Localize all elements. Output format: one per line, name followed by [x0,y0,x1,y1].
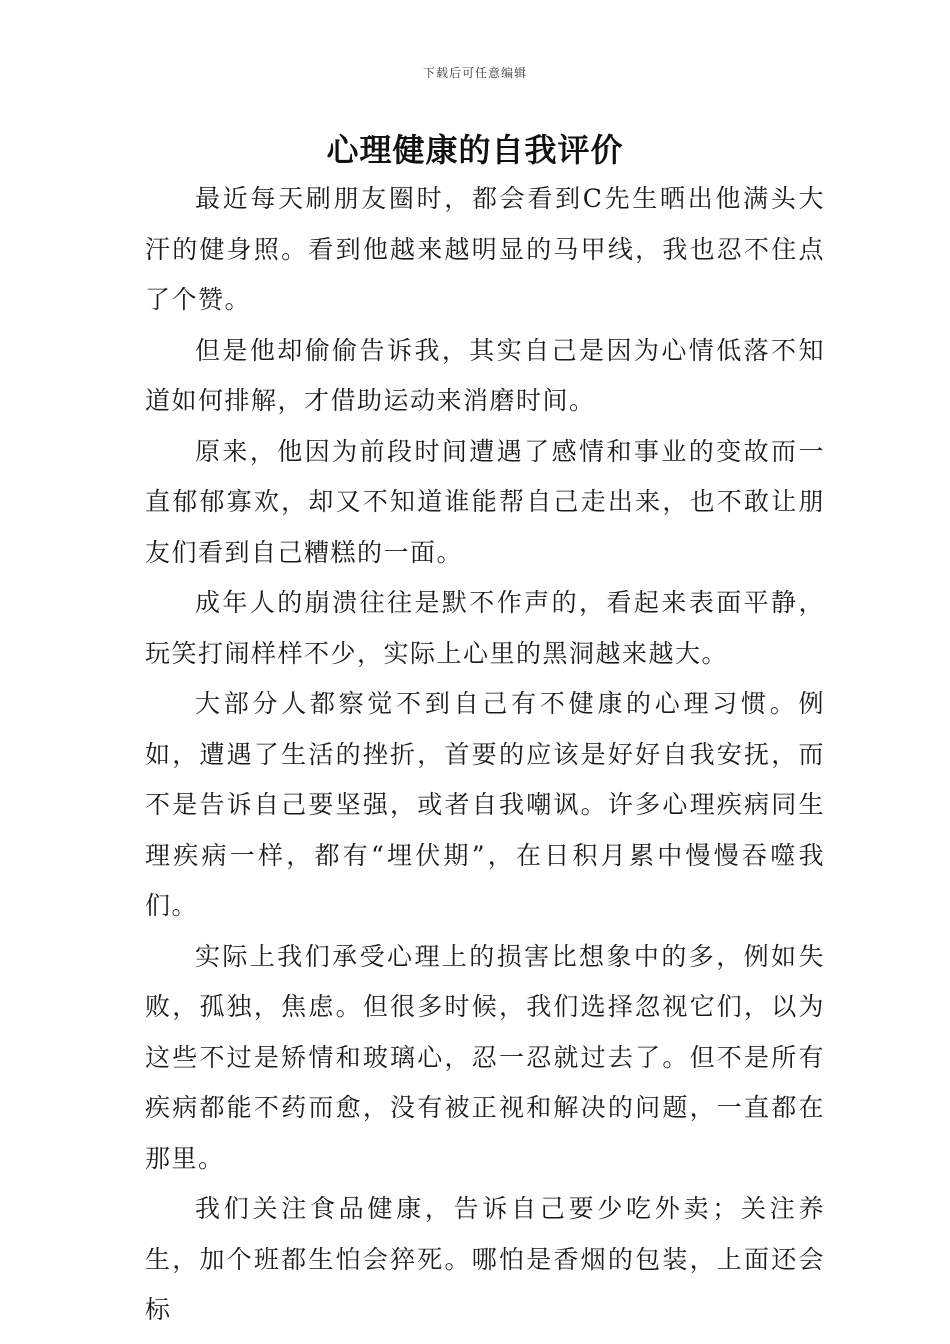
paragraph: 成年人的崩溃往往是默不作声的，看起来表面平静，玩笑打闹样样不少，实际上心里的黑洞越来越大。 [145,588,825,668]
paragraph: 我们关注食品健康，告诉自己要少吃外卖；关注养生，加个班都生怕会猝死。哪怕是香烟的包装，上面还会标 [145,1194,825,1324]
paragraph: 原来，他因为前段时间遭遇了感情和事业的变故而一直郁郁寡欢，却又不知道谁能帮自己走出来，也不敢让朋友们看到自己糟糕的一面。 [145,436,825,567]
paragraph: 最近每天刷朋友圈时，都会看到C先生晒出他满头大汗的健身照。看到他越来越明显的马甲线，我也忍不住点了个赞。 [145,184,825,314]
paragraph: 大部分人都察觉不到自己有不健康的心理习惯。例如，遭遇了生活的挫折，首要的应该是好好自我安抚，而不是告诉自己要坚强，或者自我嘲讽。许多心理疾病同生理疾病一样，都有“埋伏期”，在日积月累中慢慢吞噬我们。 [145,689,825,920]
header-note: 下载后可任意编辑 [422,66,527,80]
paragraph: 但是他却偷偷告诉我，其实自己是因为心情低落不知道如何排解，才借助运动来消磨时间。 [145,335,825,415]
document-title: 心理健康的自我评价 [326,131,624,169]
paragraph: 实际上我们承受心理上的损害比想象中的多，例如失败，孤独，焦虑。但很多时候，我们选择忽视它们，以为这些不过是矫情和玻璃心，忍一忍就过去了。但不是所有疾病都能不药而愈，没有被正视和解决的问题，一直都在那里。 [145,941,825,1173]
document-body [145,174,825,1336]
